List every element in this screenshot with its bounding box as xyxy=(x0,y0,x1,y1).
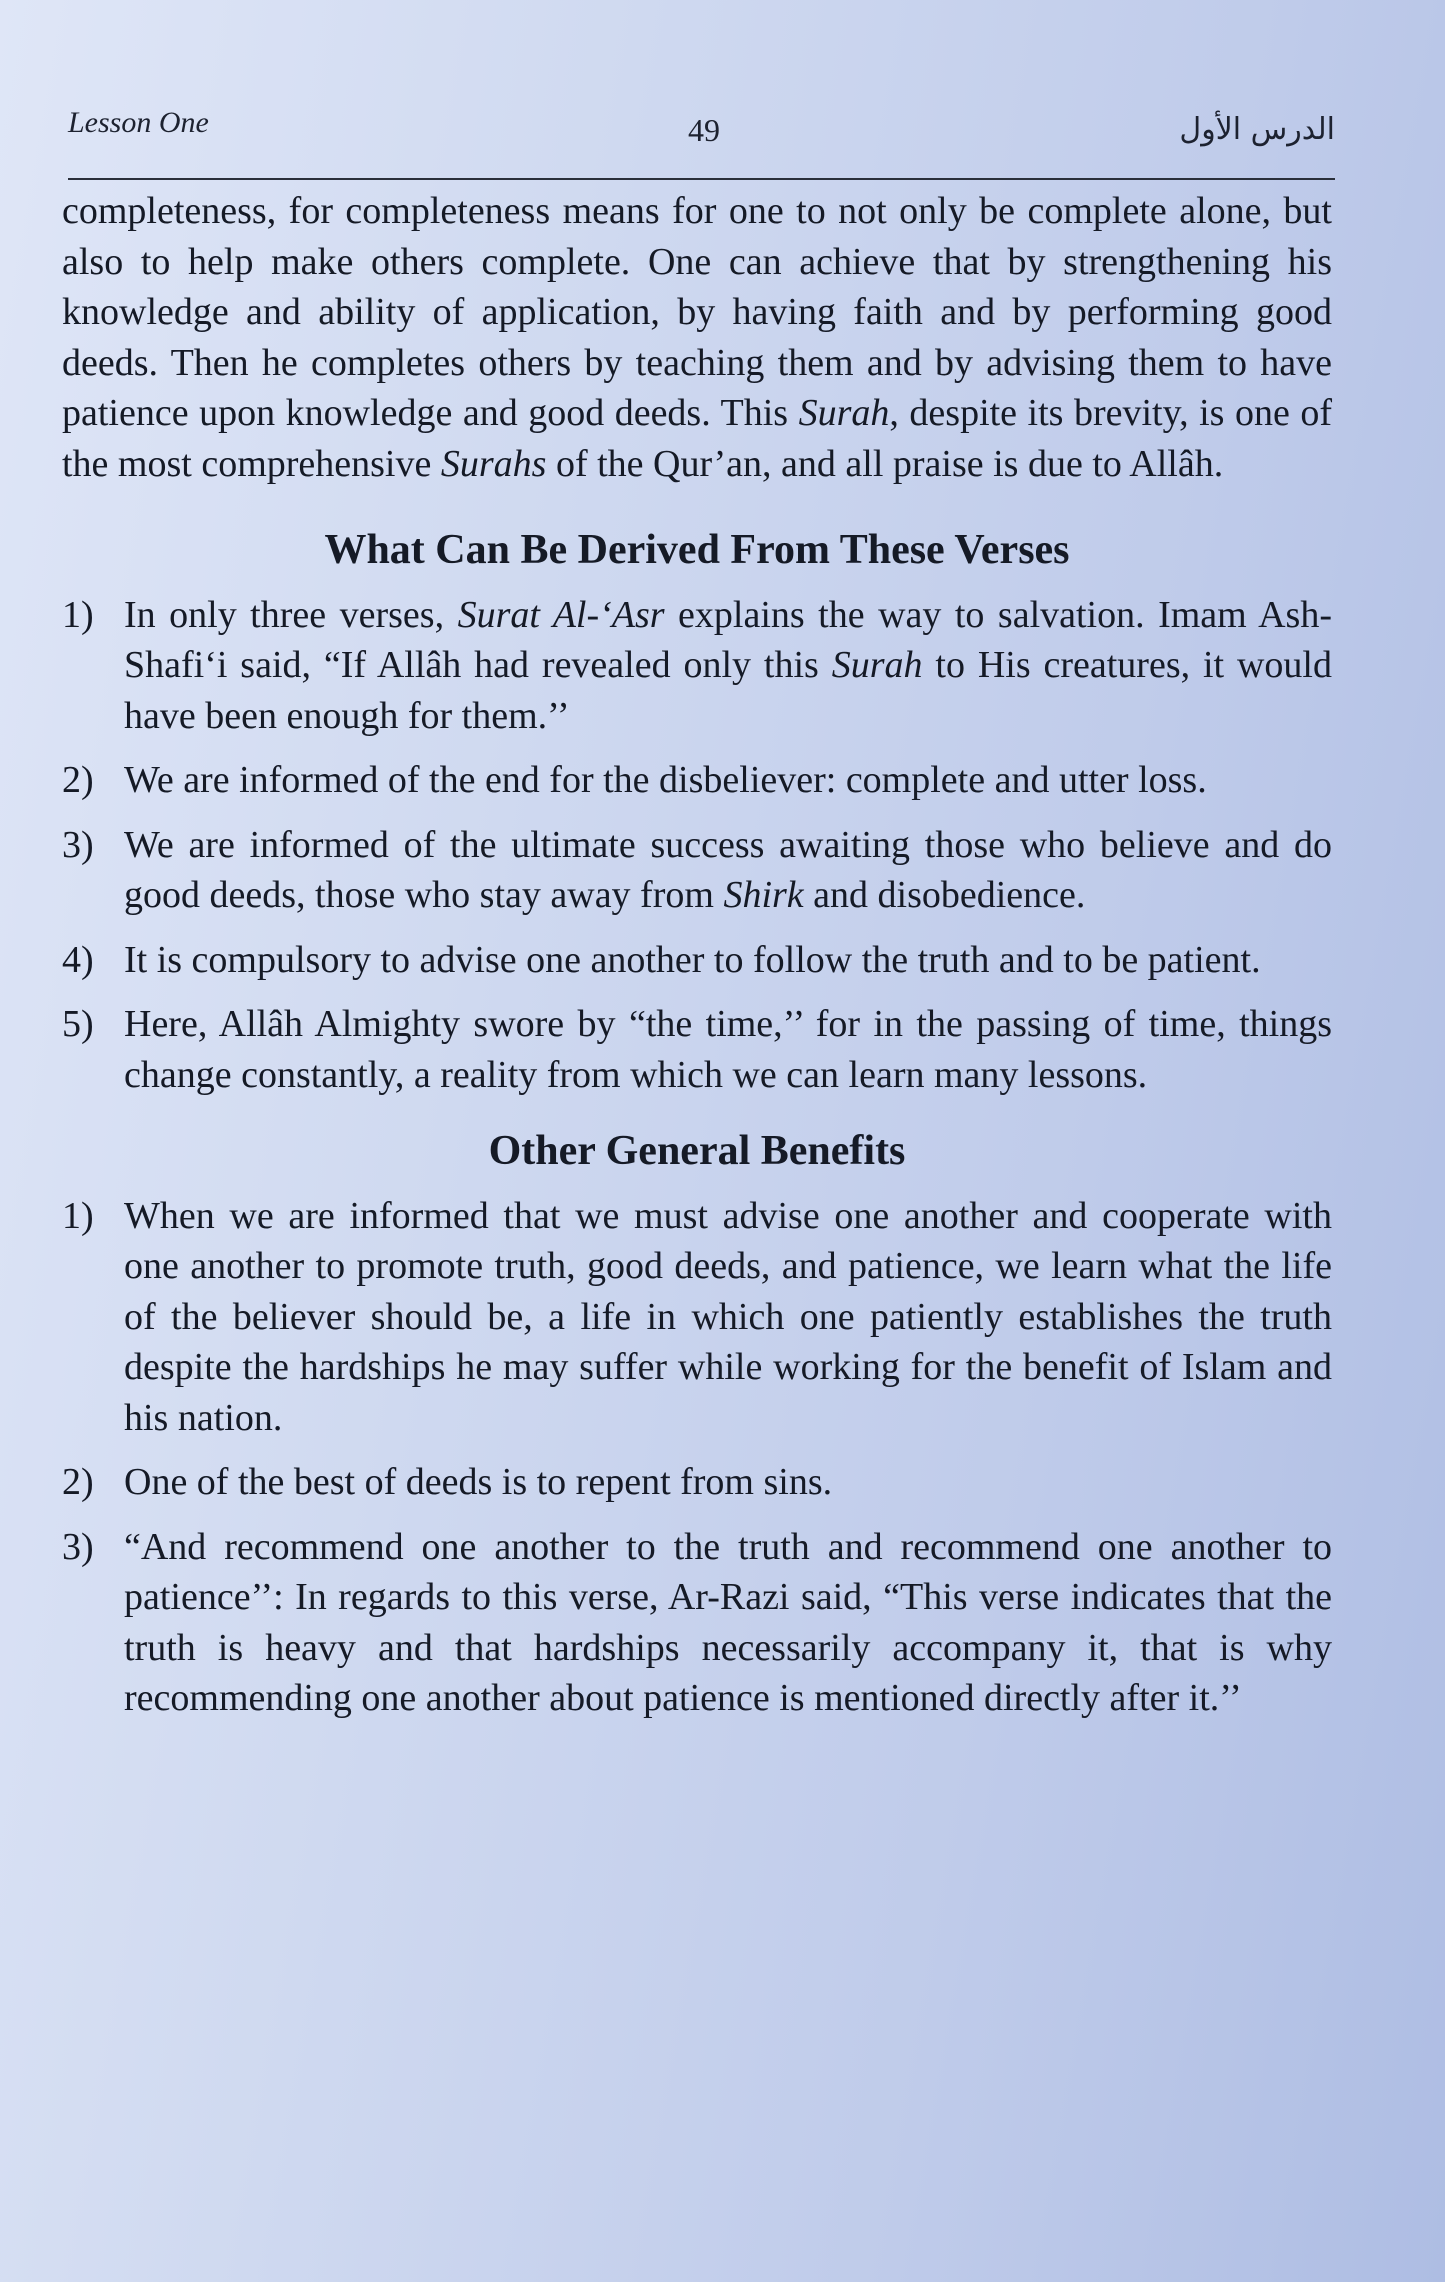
list-text: When we are informed that we must advise one another and cooperate with one another to promote truth, good deeds, and patience, we learn what the life of the believer should be, a life in which one patiently establishes the truth despite the hardships he may suffer while working for the benefit of Islam and his nation. xyxy=(124,1194,1332,1439)
running-header xyxy=(68,100,1335,180)
intro-paragraph: completeness, for completeness means for one to not only be complete alone, but also to help make others complete. One can achieve that by strengthening his knowledge and ability of application, by having faith and by performing good deeds. Then he completes others by teaching them and by advising them to have patience upon knowledge and good deeds. This Surah, despite its brevity, is one of the most comprehensive Surahs of the Qur’an, and all praise is due to Allâh. xyxy=(62,190,1333,485)
benefits-list xyxy=(62,1191,1332,1724)
list-text: “And recommend one another to the truth and recommend one another to patience’’: In regards to this verse, Ar-Razi said, “This verse indicates that the truth is heavy and that hardships necessarily accompany it, that is why recommending one another about patience is mentioned directly after it.’’ xyxy=(124,1525,1332,1719)
list-item xyxy=(62,1191,1332,1444)
list-text: We are informed of the ultimate success awaiting those who believe and do good deeds, those who stay away from Shirk and disobedience. xyxy=(124,823,1332,916)
page-body xyxy=(62,186,1332,1738)
list-number: 2) xyxy=(62,759,94,801)
list-item xyxy=(62,590,1332,742)
list-number: 1) xyxy=(62,593,94,636)
derived-list xyxy=(62,590,1332,1101)
list-text: One of the best of deeds is to repent from sins. xyxy=(124,1461,833,1503)
list-item xyxy=(62,999,1332,1100)
list-number: 1) xyxy=(62,1194,94,1237)
lesson-title: Lesson One xyxy=(68,106,209,139)
list-text: It is compulsory to advise one another to follow the truth and to be patient. xyxy=(124,938,1261,981)
list-number: 4) xyxy=(62,938,94,981)
list-item xyxy=(62,820,1332,921)
arabic-lesson-title: الدرس الأول xyxy=(1179,112,1335,147)
list-number: 3) xyxy=(62,823,94,866)
page-number: 49 xyxy=(688,112,720,148)
list-text: We are informed of the end for the disbeliever: complete and utter loss. xyxy=(124,759,1207,801)
list-text: In only three verses, Surat Al-‘Asr explains the way to salvation. Imam Ash-Shafi‘i said, “If Allâh had revealed only this Surah to His creatures, it would have been enough for them.’’ xyxy=(124,593,1333,737)
list-item xyxy=(62,935,1332,986)
list-item xyxy=(62,755,1332,806)
list-number: 2) xyxy=(62,1461,94,1503)
list-number: 5) xyxy=(62,1003,94,1045)
list-item xyxy=(62,1457,1332,1508)
list-text: Here, Allâh Almighty swore by “the time,’’ for in the passing of time, things change constantly, a reality from which we can learn many lessons. xyxy=(124,1003,1332,1096)
section-heading-benefits: Other General Benefits xyxy=(488,1128,906,1174)
list-item xyxy=(62,1522,1332,1724)
section-heading-derived: What Can Be Derived From These Verses xyxy=(324,527,1070,573)
list-number: 3) xyxy=(62,1525,94,1568)
